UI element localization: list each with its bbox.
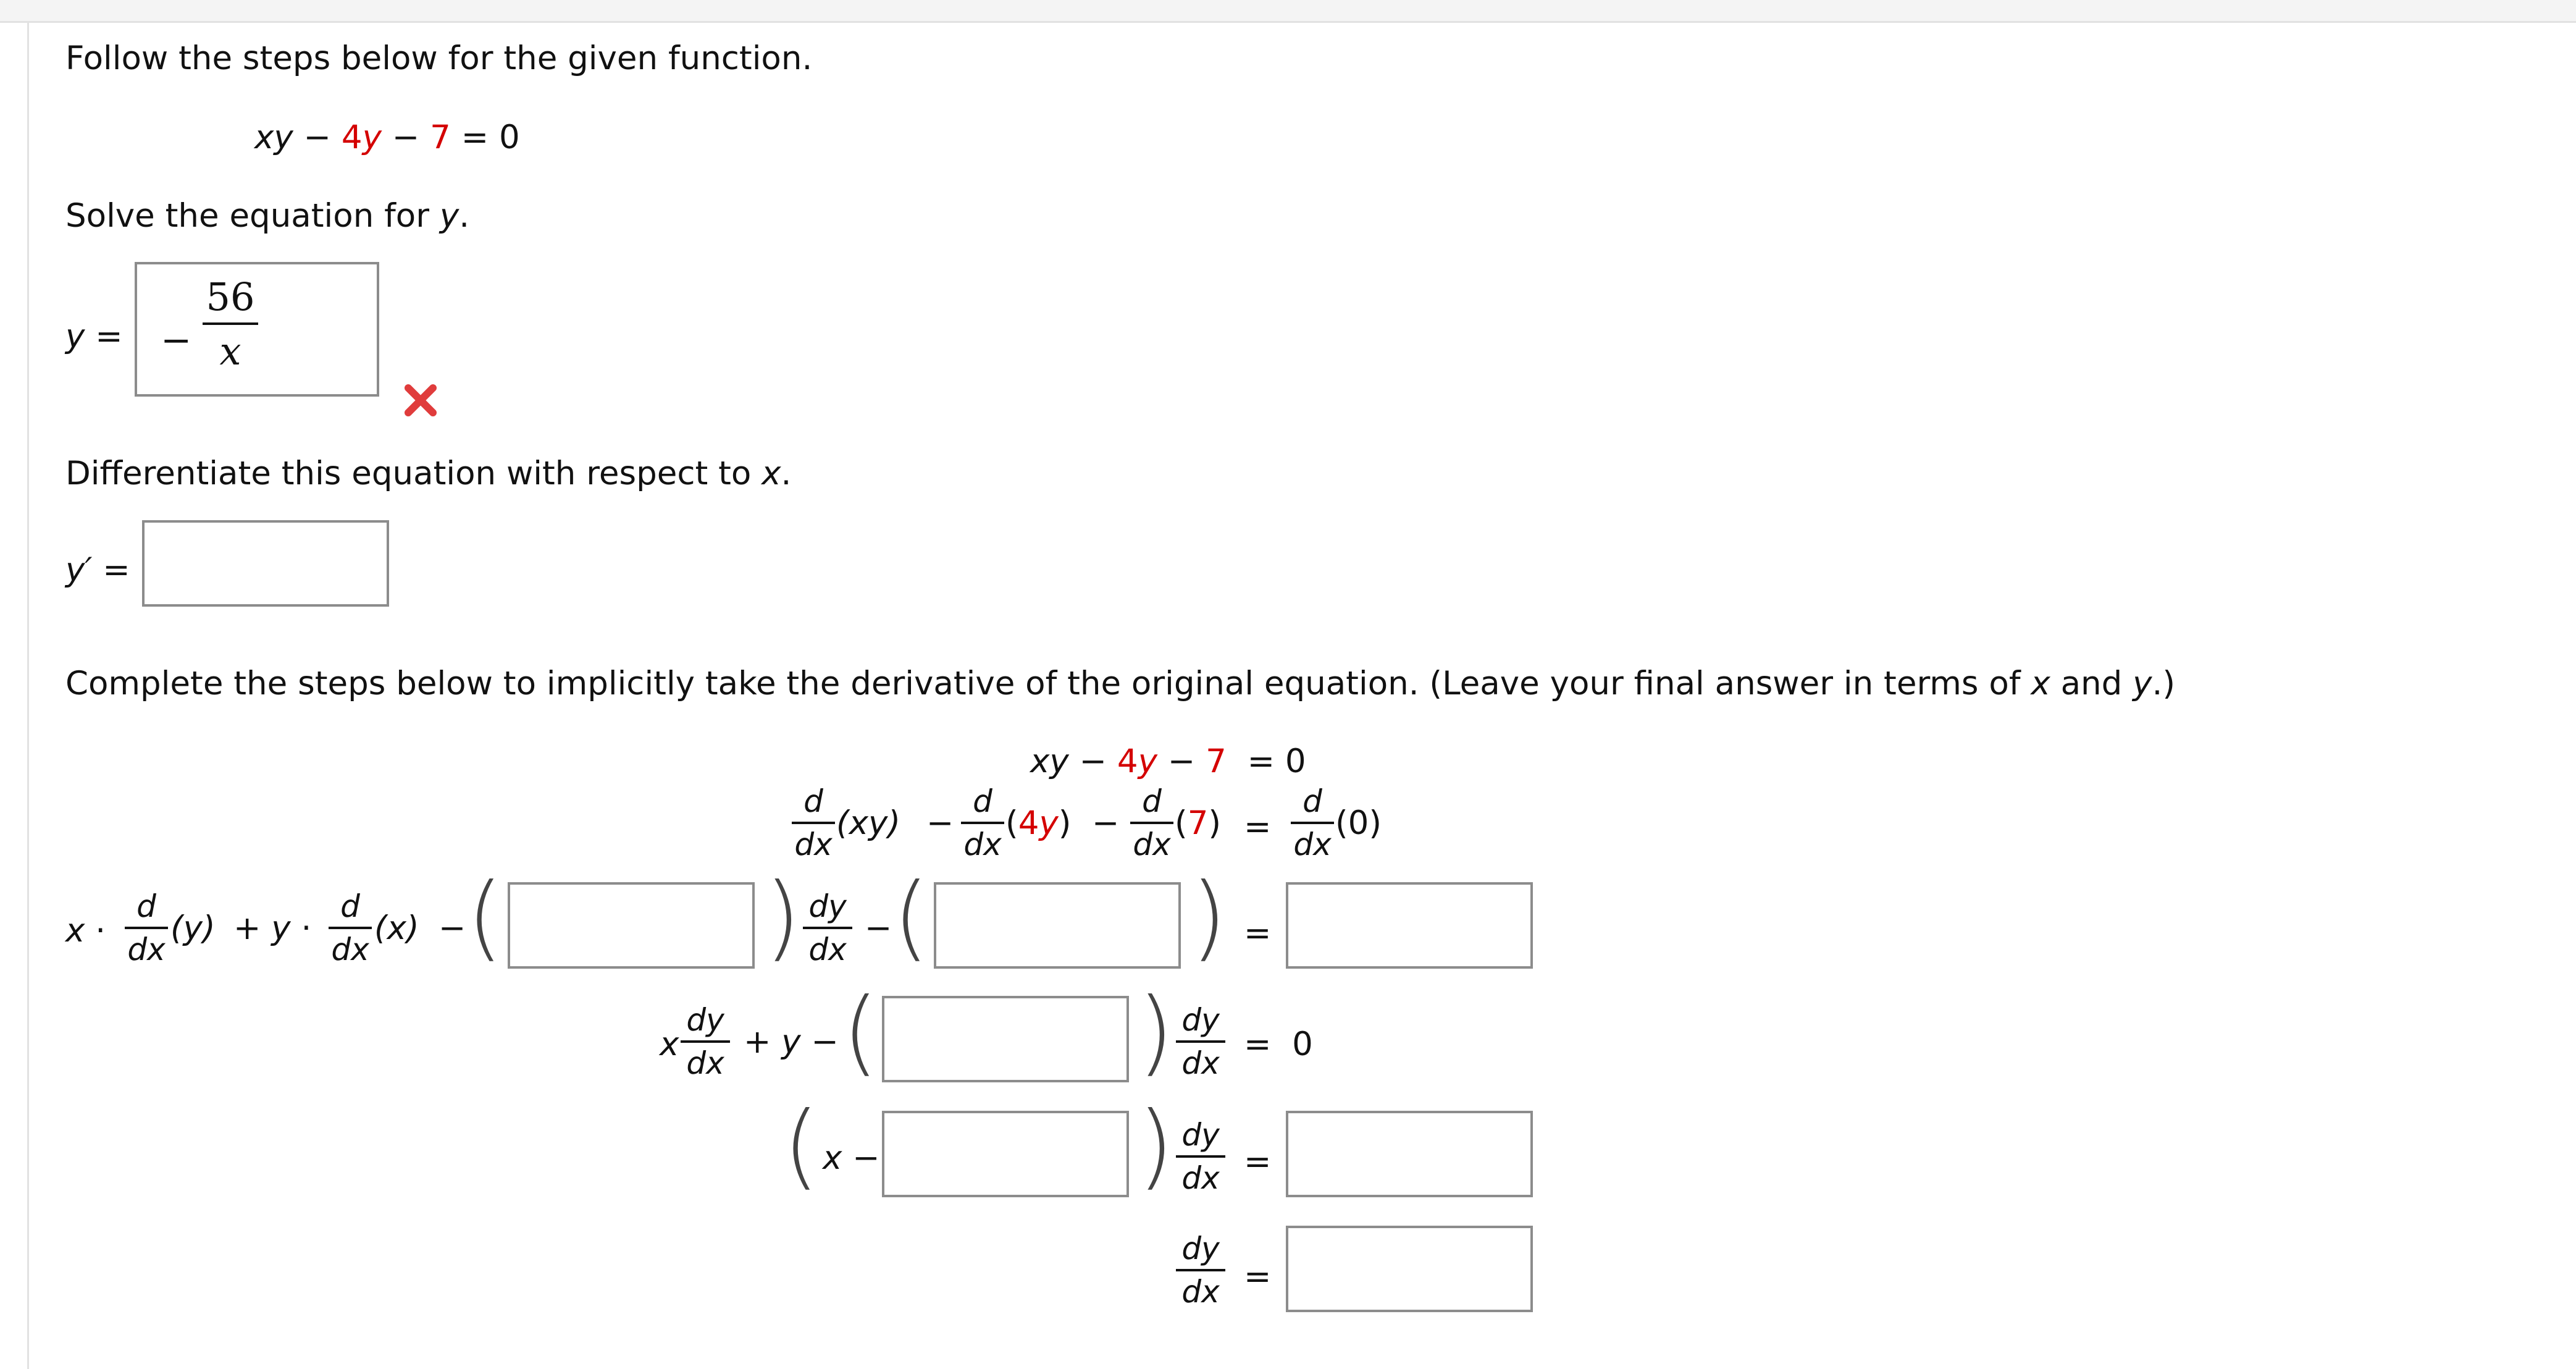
complete-text: Complete the steps below to implicitly take the derivative of the original equation. (Leave your final answer in terms of xyxy=(65,665,2031,702)
y-answer-bar xyxy=(203,322,258,325)
row2-7: (7) xyxy=(1175,804,1222,842)
given-4y-var: y xyxy=(362,119,382,156)
row4-eq-zero: = 0 xyxy=(1244,1026,1313,1063)
row2-4y: (4y) xyxy=(1005,804,1072,842)
row3-plus-y-dot: + y · xyxy=(233,909,312,947)
row4-open-paren: ( xyxy=(842,979,879,1086)
row3-frac-1: d dx xyxy=(125,891,168,965)
row5-eq: = xyxy=(1244,1143,1272,1181)
row6-eq: = xyxy=(1244,1258,1272,1295)
row6-dydx: dy dx xyxy=(1176,1233,1225,1307)
top-bar xyxy=(0,0,2576,23)
left-rule xyxy=(27,21,29,1369)
complete-and: and xyxy=(2050,665,2133,702)
row1-minus-2: − xyxy=(1167,743,1196,780)
row4-dydx: dy dx xyxy=(681,1005,730,1079)
row3-close-paren-2: ) xyxy=(1191,864,1227,971)
differentiate-instruction xyxy=(65,457,791,490)
row1-7: 7 xyxy=(1206,743,1227,780)
row4-dydx-2: dy dx xyxy=(1176,1005,1225,1079)
row1-xy: xy xyxy=(1030,743,1069,780)
row1-eq: = xyxy=(1247,743,1275,780)
row3-open-paren-2: ( xyxy=(893,864,929,971)
given-minus-2: − xyxy=(392,119,420,156)
row6-input-1[interactable] xyxy=(1286,1226,1533,1312)
row1-4y-var: y xyxy=(1138,743,1157,780)
y-answer-denominator: x xyxy=(219,329,241,374)
given-equation xyxy=(254,121,520,154)
yprime-input[interactable] xyxy=(142,520,389,607)
row2-minus-2: − xyxy=(1092,804,1120,842)
row2-eq: = xyxy=(1244,808,1272,846)
row3-eq: = xyxy=(1244,914,1272,952)
solve-text: Solve the equation for xyxy=(65,197,440,235)
complete-instruction xyxy=(65,667,2175,700)
row3-open-paren-1: ( xyxy=(467,864,503,971)
row2-frac-1: d dx xyxy=(792,786,835,860)
row2-frac-2: d dx xyxy=(961,786,1004,860)
row3-y-paren: (y) xyxy=(170,909,216,947)
row5-open-paren: ( xyxy=(783,1092,820,1200)
intro-text: Follow the steps below for the given function. xyxy=(65,40,813,77)
row1-zero: 0 xyxy=(1285,743,1306,780)
row2-xy: (xy) xyxy=(836,804,901,842)
row4-close-paren: ) xyxy=(1138,979,1174,1086)
complete-end: .) xyxy=(2152,665,2176,702)
row5-dydx: dy dx xyxy=(1176,1119,1225,1194)
complete-x: x xyxy=(2031,665,2050,702)
row2-zero: (0) xyxy=(1335,804,1382,842)
row4-plus-y-minus: + y − xyxy=(744,1023,839,1061)
row3-input-1[interactable] xyxy=(508,882,755,969)
yprime-label: y′ = xyxy=(65,551,130,589)
y-answer-sign: − xyxy=(161,319,192,362)
row3-input-3[interactable] xyxy=(1286,882,1533,969)
row1-4: 4 xyxy=(1117,743,1138,780)
row3-minus-2: − xyxy=(865,909,892,947)
step-row-1 xyxy=(1030,745,1306,778)
given-eq: = xyxy=(461,119,489,156)
differentiate-var: x xyxy=(761,455,781,492)
row3-minus: − xyxy=(438,909,466,947)
row5-x-minus: x − xyxy=(823,1139,880,1177)
row4-x: x xyxy=(660,1026,679,1063)
row3-frac-2: d dx xyxy=(329,891,372,965)
row2-minus-1: − xyxy=(926,804,954,842)
y-answer-numerator: 56 xyxy=(206,274,255,319)
row3-close-paren-1: ) xyxy=(765,864,801,971)
row3-dydx: dy dx xyxy=(803,891,852,965)
given-zero: 0 xyxy=(499,119,520,156)
solve-period: . xyxy=(459,197,470,235)
row2-frac-4: d dx xyxy=(1291,786,1334,860)
complete-y: y xyxy=(2133,665,2152,702)
y-label: y = xyxy=(65,318,123,355)
given-7: 7 xyxy=(430,119,451,156)
given-minus-1: − xyxy=(303,119,332,156)
y-answer-box[interactable] xyxy=(135,262,379,397)
row3-x-dot: x · xyxy=(65,912,106,950)
given-4: 4 xyxy=(341,119,363,156)
given-xy: xy xyxy=(254,119,293,156)
row5-input-1[interactable] xyxy=(882,1111,1129,1197)
row1-minus-1: − xyxy=(1079,743,1107,780)
solve-instruction xyxy=(65,197,470,235)
row3-x-paren: (x) xyxy=(374,909,419,947)
row3-input-2[interactable] xyxy=(934,882,1181,969)
y-answer-fraction xyxy=(203,274,258,374)
differentiate-text: Differentiate this equation with respect to xyxy=(65,455,762,492)
row5-close-paren: ) xyxy=(1138,1092,1174,1200)
row2-frac-3: d dx xyxy=(1130,786,1173,860)
row4-input-1[interactable] xyxy=(882,996,1129,1082)
differentiate-period: . xyxy=(781,455,792,492)
incorrect-icon xyxy=(402,382,439,419)
solve-var: y xyxy=(439,197,459,235)
row5-input-2[interactable] xyxy=(1286,1111,1533,1197)
